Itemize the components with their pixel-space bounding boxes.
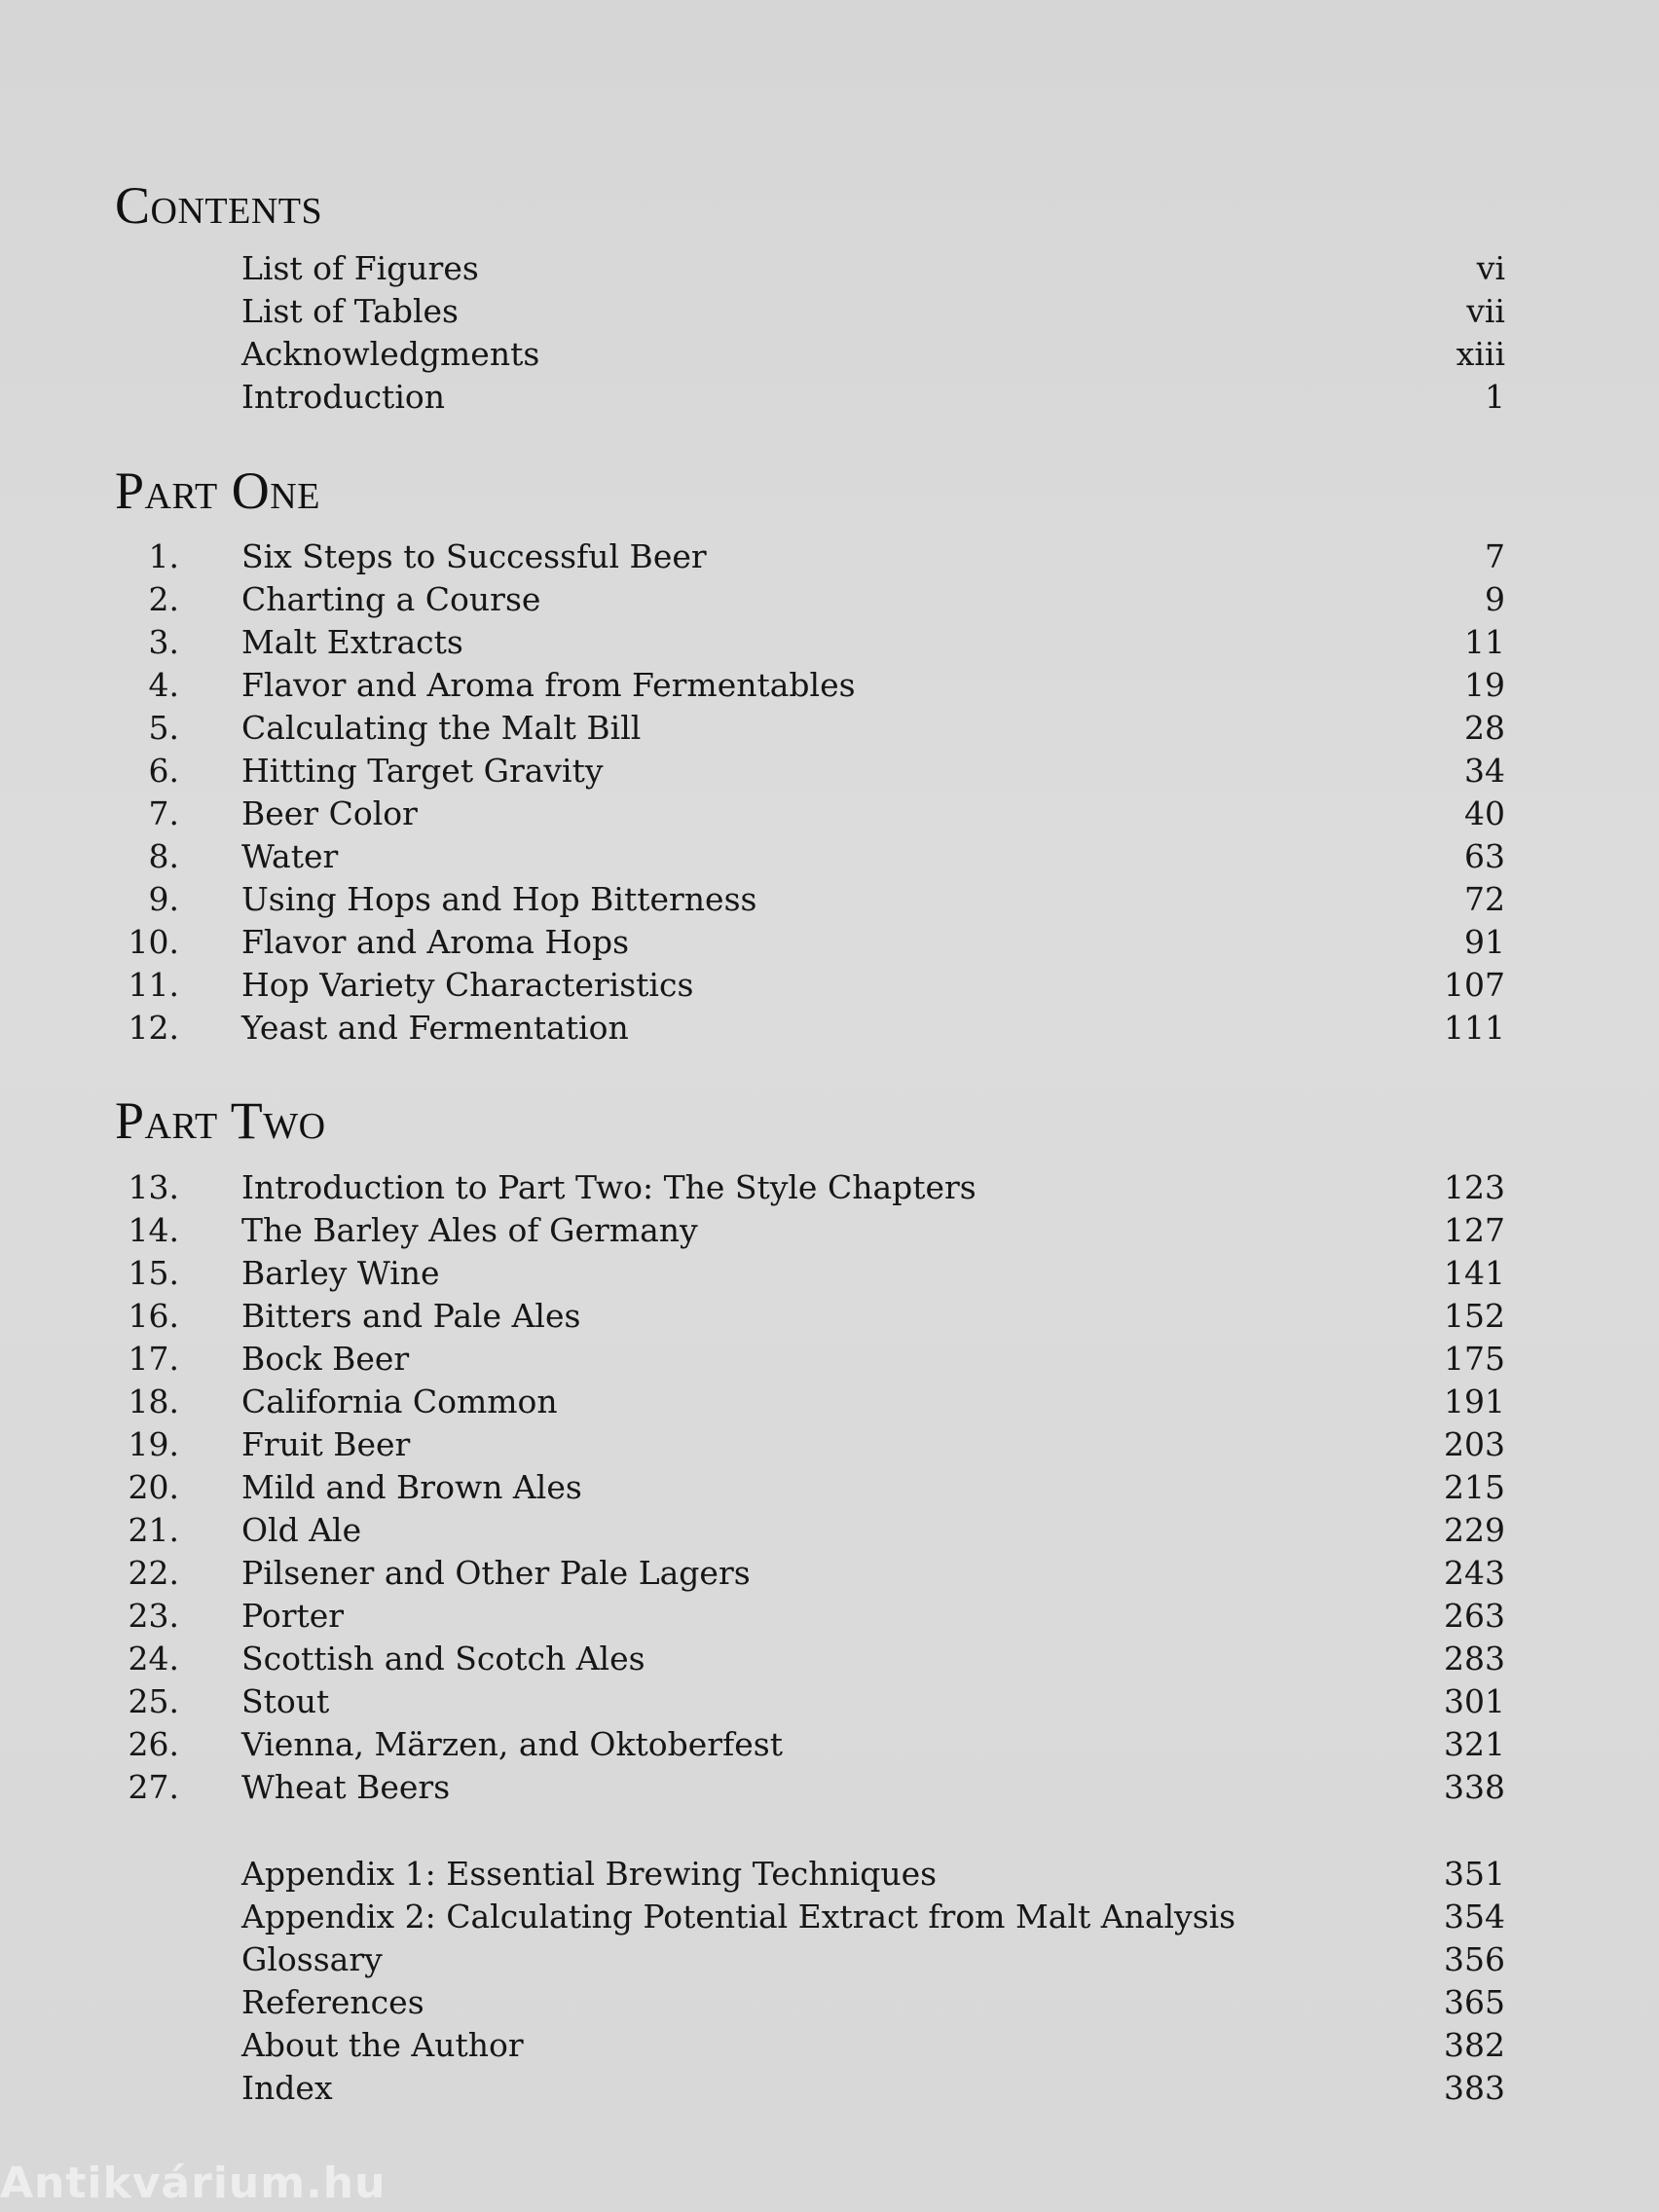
entry-title: List of Figures [241, 249, 479, 287]
entry-title: Vienna, Märzen, and Oktoberfest [241, 1725, 783, 1763]
page-number: 215 [1444, 1468, 1505, 1506]
toc-entry [0, 1423, 1659, 1466]
part-one-heading: Part One [115, 461, 320, 520]
chapter-number: 8. [148, 837, 179, 875]
toc-entry [0, 1381, 1659, 1423]
page-number: 283 [1444, 1640, 1505, 1677]
entry-title: References [241, 1983, 424, 2021]
entry-title: Flavor and Aroma from Fermentables [241, 666, 856, 704]
chapter-number: 7. [148, 794, 179, 832]
toc-entry [0, 247, 1659, 290]
toc-entry [0, 621, 1659, 664]
entry-title: Hop Variety Characteristics [241, 966, 694, 1004]
toc-entry [0, 1680, 1659, 1723]
page-number: 338 [1444, 1768, 1505, 1806]
watermark: Antikvárium.hu [0, 2158, 387, 2208]
page-number: 354 [1444, 1898, 1505, 1936]
chapter-number: 21. [128, 1511, 179, 1549]
entry-title: Appendix 2: Calculating Potential Extract from Malt Analysis [241, 1898, 1236, 1936]
chapter-number: 16. [128, 1297, 179, 1335]
page-number: 111 [1444, 1009, 1505, 1047]
entry-title: Using Hops and Hop Bitterness [241, 880, 757, 918]
toc-entry [0, 1466, 1659, 1509]
toc-entry [0, 878, 1659, 921]
toc-entry [0, 1723, 1659, 1766]
page-number: 91 [1464, 923, 1505, 961]
chapter-number: 11. [128, 966, 179, 1004]
page-number: 152 [1444, 1297, 1505, 1335]
toc-entry [0, 1252, 1659, 1295]
toc-entry [0, 376, 1659, 419]
chapter-number: 5. [148, 709, 179, 747]
entry-title: Beer Color [241, 794, 418, 832]
page-number: 123 [1444, 1168, 1505, 1206]
entry-title: Fruit Beer [241, 1425, 411, 1463]
entry-title: Index [241, 2069, 333, 2107]
toc-entry [0, 1638, 1659, 1680]
toc-entry [0, 1896, 1659, 1938]
page-number: 9 [1485, 580, 1505, 618]
chapter-number: 4. [148, 666, 179, 704]
page-number: 1 [1485, 378, 1505, 416]
toc-entry [0, 1766, 1659, 1809]
toc-entry [0, 1338, 1659, 1381]
entry-title: Introduction [241, 378, 445, 416]
entry-title: Wheat Beers [241, 1768, 451, 1806]
toc-entry [0, 2067, 1659, 2110]
entry-title: Introduction to Part Two: The Style Chapters [241, 1168, 977, 1206]
entry-title: Charting a Course [241, 580, 541, 618]
contents-heading: Contents [115, 176, 323, 235]
front-matter-list [0, 247, 1659, 419]
chapter-number: 27. [128, 1768, 179, 1806]
entry-title: Bock Beer [241, 1340, 410, 1378]
chapter-number: 9. [148, 880, 179, 918]
chapter-number: 15. [128, 1254, 179, 1292]
entry-title: Flavor and Aroma Hops [241, 923, 630, 961]
toc-entry [0, 750, 1659, 793]
toc-entry [0, 1853, 1659, 1896]
page-number: 382 [1444, 2026, 1505, 2064]
chapter-number: 17. [128, 1340, 179, 1378]
toc-entry [0, 964, 1659, 1007]
chapter-number: 23. [128, 1597, 179, 1635]
chapter-number: 1. [148, 537, 179, 575]
page-number: 263 [1444, 1597, 1505, 1635]
part-one-list [0, 535, 1659, 1050]
chapter-number: 19. [128, 1425, 179, 1463]
entry-title: Pilsener and Other Pale Lagers [241, 1554, 751, 1592]
entry-title: Six Steps to Successful Beer [241, 537, 707, 575]
toc-entry [0, 793, 1659, 835]
entry-title: Porter [241, 1597, 345, 1635]
toc-entry [0, 2024, 1659, 2067]
toc-entry [0, 1595, 1659, 1638]
entry-title: Water [241, 837, 339, 875]
entry-title: Appendix 1: Essential Brewing Techniques [241, 1855, 938, 1893]
entry-title: Glossary [241, 1940, 383, 1978]
chapter-number: 26. [128, 1725, 179, 1763]
page-number: 19 [1464, 666, 1505, 704]
page-number: 72 [1464, 880, 1505, 918]
entry-title: Barley Wine [241, 1254, 440, 1292]
page-number: 229 [1444, 1511, 1505, 1549]
chapter-number: 2. [148, 580, 179, 618]
page-number: 203 [1444, 1425, 1505, 1463]
entry-title: The Barley Ales of Germany [241, 1211, 698, 1249]
page-number: 11 [1464, 623, 1505, 661]
page-number: 34 [1464, 752, 1505, 790]
page-number: 365 [1444, 1983, 1505, 2021]
entry-title: Malt Extracts [241, 623, 463, 661]
chapter-number: 14. [128, 1211, 179, 1249]
part-two-list [0, 1166, 1659, 1809]
toc-entry [0, 1938, 1659, 1981]
entry-title: California Common [241, 1382, 558, 1420]
chapter-number: 6. [148, 752, 179, 790]
toc-entry [0, 535, 1659, 578]
toc-entry [0, 1552, 1659, 1595]
entry-title: Old Ale [241, 1511, 362, 1549]
page-number: 127 [1444, 1211, 1505, 1249]
entry-title: Stout [241, 1682, 330, 1720]
chapter-number: 25. [128, 1682, 179, 1720]
chapter-number: 18. [128, 1382, 179, 1420]
back-matter-list [0, 1853, 1659, 2110]
toc-entry [0, 290, 1659, 333]
entry-title: Mild and Brown Ales [241, 1468, 582, 1506]
page-number: 107 [1444, 966, 1505, 1004]
toc-entry [0, 664, 1659, 707]
page-number: 63 [1464, 837, 1505, 875]
chapter-number: 10. [128, 923, 179, 961]
page-number: 383 [1444, 2069, 1505, 2107]
entry-title: Hitting Target Gravity [241, 752, 604, 790]
page-number: 40 [1464, 794, 1505, 832]
page-number: 351 [1444, 1855, 1505, 1893]
chapter-number: 22. [128, 1554, 179, 1592]
toc-entry [0, 921, 1659, 964]
entry-title: About the Author [241, 2026, 524, 2064]
page-number: 243 [1444, 1554, 1505, 1592]
page-number: 301 [1444, 1682, 1505, 1720]
entry-title: List of Tables [241, 292, 459, 330]
entry-title: Acknowledgments [241, 335, 540, 373]
page-number: xiii [1456, 335, 1505, 373]
entry-title: Bitters and Pale Ales [241, 1297, 581, 1335]
chapter-number: 12. [128, 1009, 179, 1047]
chapter-number: 3. [148, 623, 179, 661]
toc-entry [0, 1509, 1659, 1552]
toc-entry [0, 1209, 1659, 1252]
toc-entry [0, 835, 1659, 878]
chapter-number: 24. [128, 1640, 179, 1677]
toc-entry [0, 707, 1659, 750]
chapter-number: 13. [128, 1168, 179, 1206]
toc-entry [0, 333, 1659, 376]
part-two-heading: Part Two [115, 1091, 326, 1150]
entry-title: Yeast and Fermentation [241, 1009, 629, 1047]
page-number: 191 [1444, 1382, 1505, 1420]
toc-entry [0, 1166, 1659, 1209]
page-number: vi [1476, 249, 1505, 287]
chapter-number: 20. [128, 1468, 179, 1506]
page-number: 321 [1444, 1725, 1505, 1763]
toc-entry [0, 1981, 1659, 2024]
page-number: vii [1466, 292, 1505, 330]
entry-title: Calculating the Malt Bill [241, 709, 642, 747]
page-number: 175 [1444, 1340, 1505, 1378]
entry-title: Scottish and Scotch Ales [241, 1640, 645, 1677]
page-number: 28 [1464, 709, 1505, 747]
page-number: 7 [1485, 537, 1505, 575]
toc-entry [0, 1295, 1659, 1338]
toc-entry [0, 1007, 1659, 1050]
page-number: 356 [1444, 1940, 1505, 1978]
page-number: 141 [1444, 1254, 1505, 1292]
toc-entry [0, 578, 1659, 621]
